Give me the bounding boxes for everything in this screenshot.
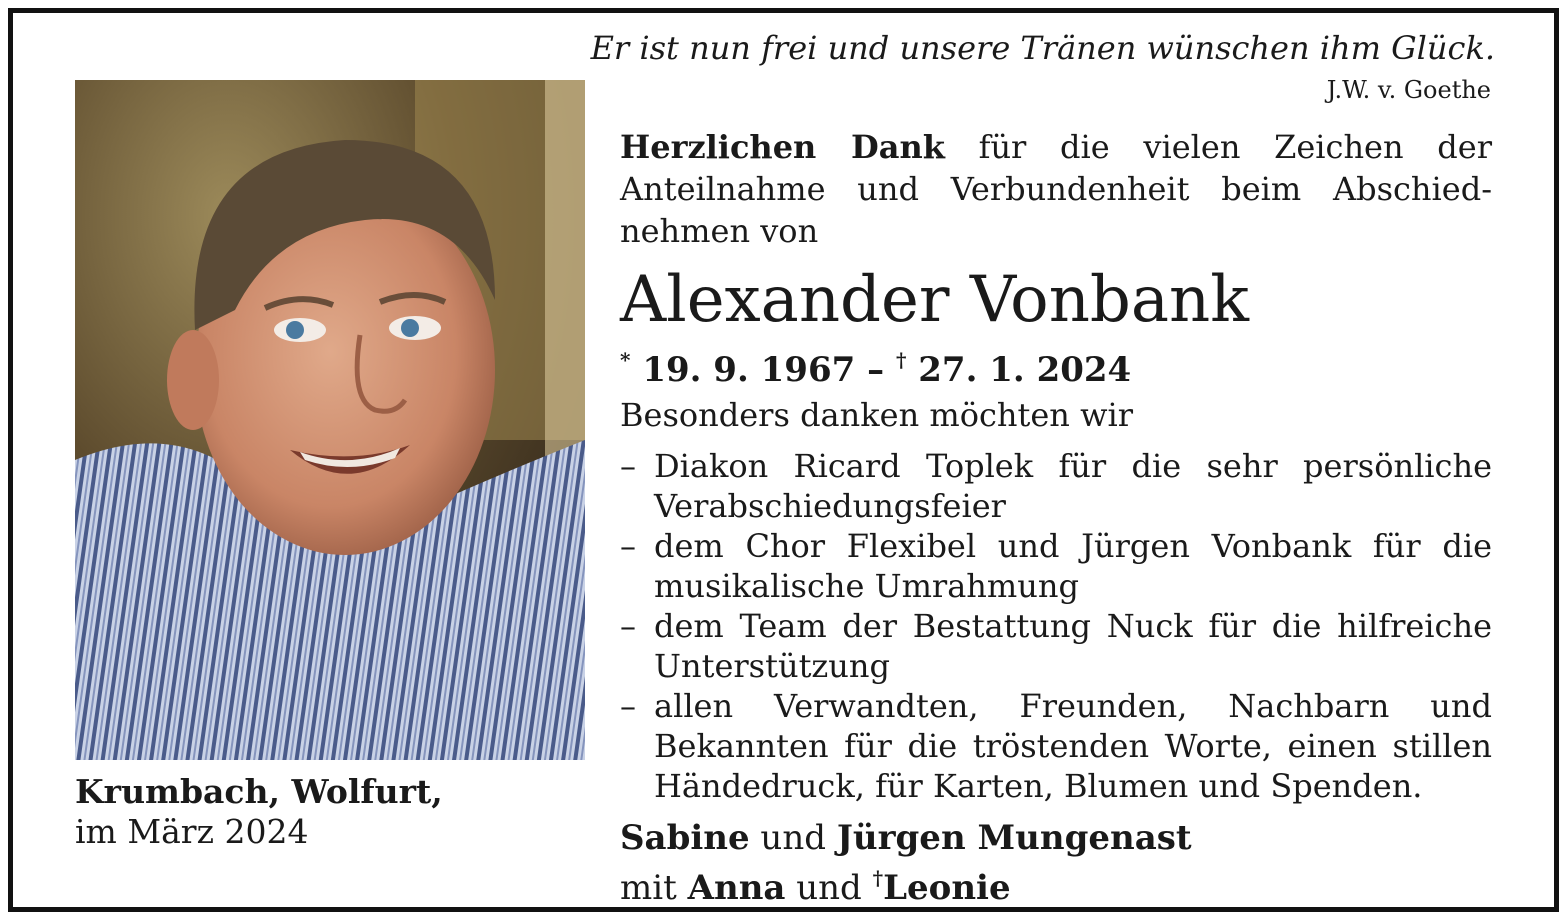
place-towns: Krumbach, Wolfurt,: [75, 772, 443, 811]
signer-leonie: Leonie: [883, 868, 1011, 908]
list-item: [620, 606, 1492, 686]
conjunction: und: [785, 868, 873, 908]
cross-mark: †: [872, 866, 884, 890]
gratitude-intro: Besonders danken möchten wir: [620, 396, 1133, 434]
list-item-text: dem Team der Bestattung Nuck für die hilfreiche Unterstützung: [654, 607, 1492, 685]
gratitude-list: [620, 446, 1492, 806]
dash-bullet: –: [620, 607, 636, 645]
deceased-name: Alexander Vonbank: [620, 263, 1250, 337]
dash-bullet: –: [620, 527, 636, 565]
goethe-quote: Er ist nun frei und unsere Tränen wünschen ihm Glück.: [590, 29, 1495, 67]
signer-juergen: Jürgen Mungenast: [836, 818, 1192, 858]
place-date: im März 2024: [75, 812, 309, 851]
date-separator: –: [855, 350, 896, 390]
dash-bullet: –: [620, 687, 636, 725]
dash-bullet: –: [620, 447, 636, 485]
signer-anna: Anna: [687, 868, 786, 908]
portrait-photo: [75, 80, 585, 760]
conjunction: und: [749, 818, 837, 858]
life-dates: [620, 336, 1492, 394]
birth-date: 19. 9. 1967: [642, 350, 856, 390]
signers: [620, 818, 1492, 908]
death-date: 27. 1. 2024: [918, 350, 1132, 390]
list-item: [620, 446, 1492, 526]
signers-line-1: [620, 818, 1492, 858]
quote-author: J.W. v. Goethe: [1326, 76, 1491, 104]
list-item-text: Diakon Ricard Toplek für die sehr persönliche Verabschiedungsfeier: [654, 447, 1492, 525]
list-item: [620, 686, 1492, 806]
list-item: [620, 526, 1492, 606]
thanks-paragraph: [620, 126, 1492, 252]
place-and-date: [75, 772, 443, 852]
with-word: mit: [620, 868, 688, 908]
signers-line-2: [620, 858, 1492, 908]
thanks-rest: für die vielen Zeichen der Anteilnahme und Verbundenheit beim Abschied-nehmen von: [620, 128, 1493, 250]
birth-mark: *: [620, 348, 631, 372]
list-item-text: dem Chor Flexibel und Jürgen Vonbank für die musikalische Umrahmung: [654, 527, 1492, 605]
signer-sabine: Sabine: [620, 818, 750, 858]
list-item-text: allen Verwandten, Freunden, Nachbarn und Bekannten für die tröstenden Worte, einen stillen Händedruck, für Karten, Blumen und Spenden.: [654, 687, 1492, 805]
death-mark: †: [895, 348, 907, 372]
thanks-bold: Herzlichen Dank: [620, 128, 945, 166]
